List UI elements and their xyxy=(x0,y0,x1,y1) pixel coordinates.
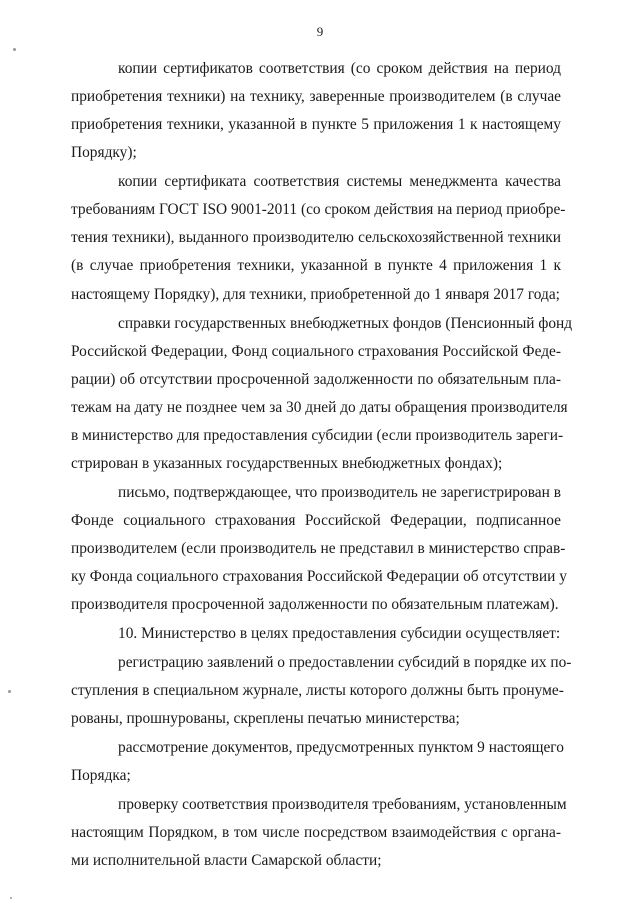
text-line: настоящему Порядку), для техники, приобретенной до 1 января 2017 года; xyxy=(71,286,560,303)
text-line: производителем (если производитель не представил в министерство справ- xyxy=(71,540,566,557)
text-line: 10. Министерство в целях предоставления субсидии осуществляет: xyxy=(118,625,561,642)
text-line: ми исполнительной власти Самарской области; xyxy=(71,852,382,869)
text-line: Порядку); xyxy=(71,144,137,161)
page-number: 9 xyxy=(316,24,324,39)
text-line: письмо, подтверждающее, что производитель не зарегистрирован в xyxy=(118,484,561,501)
text-line: Порядка; xyxy=(71,767,131,784)
text-line: рассмотрение документов, предусмотренных пунктом 9 настоящего xyxy=(118,739,564,756)
text-line: рованы, прошнурованы, скреплены печатью министерства; xyxy=(71,710,460,727)
text-line: приобретения техники) на технику, заверенные производителем (в случае xyxy=(71,88,561,105)
scan-speck xyxy=(13,48,16,51)
text-line: Фонде социального страхования Российской Федерации, подписанное xyxy=(71,512,561,529)
text-line: ступления в специальном журнале, листы которого должны быть пронуме- xyxy=(71,682,564,699)
text-line: настоящим Порядком, в том числе посредством взаимодействия с органа- xyxy=(71,824,561,841)
text-line: регистрацию заявлений о предоставлении субсидий в порядке их по- xyxy=(118,654,572,671)
text-line: стрирован в указанных государственных внебюджетных фондах); xyxy=(71,455,503,472)
scan-speck xyxy=(8,690,11,693)
text-line: тения техники), выданного производителю сельскохозяйственной техники xyxy=(71,229,561,246)
text-line: копии сертификатов соответствия (со сроком действия на период xyxy=(118,60,561,77)
text-line: ку Фонда социального страхования Российской Федерации об отсутствии у xyxy=(71,568,567,585)
text-line: требованиям ГОСТ ISO 9001-2011 (со сроком действия на период приобре- xyxy=(71,201,566,218)
text-line: тежам на дату не позднее чем за 30 дней до даты обращения производителя xyxy=(71,399,568,416)
text-line: (в случае приобретения техники, указанной в пункте 4 приложения 1 к xyxy=(71,257,561,274)
text-line: в министерство для предоставления субсидии (если производитель зареги- xyxy=(71,427,564,444)
text-line: справки государственных внебюджетных фондов (Пенсионный фонд xyxy=(118,315,573,332)
text-line: копии сертификата соответствия системы менеджмента качества xyxy=(118,173,561,190)
text-line: приобретения техники, указанной в пункте 5 приложения 1 к настоящему xyxy=(71,116,561,133)
text-line: производителя просроченной задолженности по обязательным платежам). xyxy=(71,596,559,613)
text-line: рации) об отсутствии просроченной задолженности по обязательным пла- xyxy=(71,371,561,388)
scan-speck xyxy=(10,897,12,899)
text-line: Российской Федерации, Фонд социального страхования Российской Феде- xyxy=(71,343,561,360)
text-line: проверку соответствия производителя требованиям, установленным xyxy=(118,796,567,813)
